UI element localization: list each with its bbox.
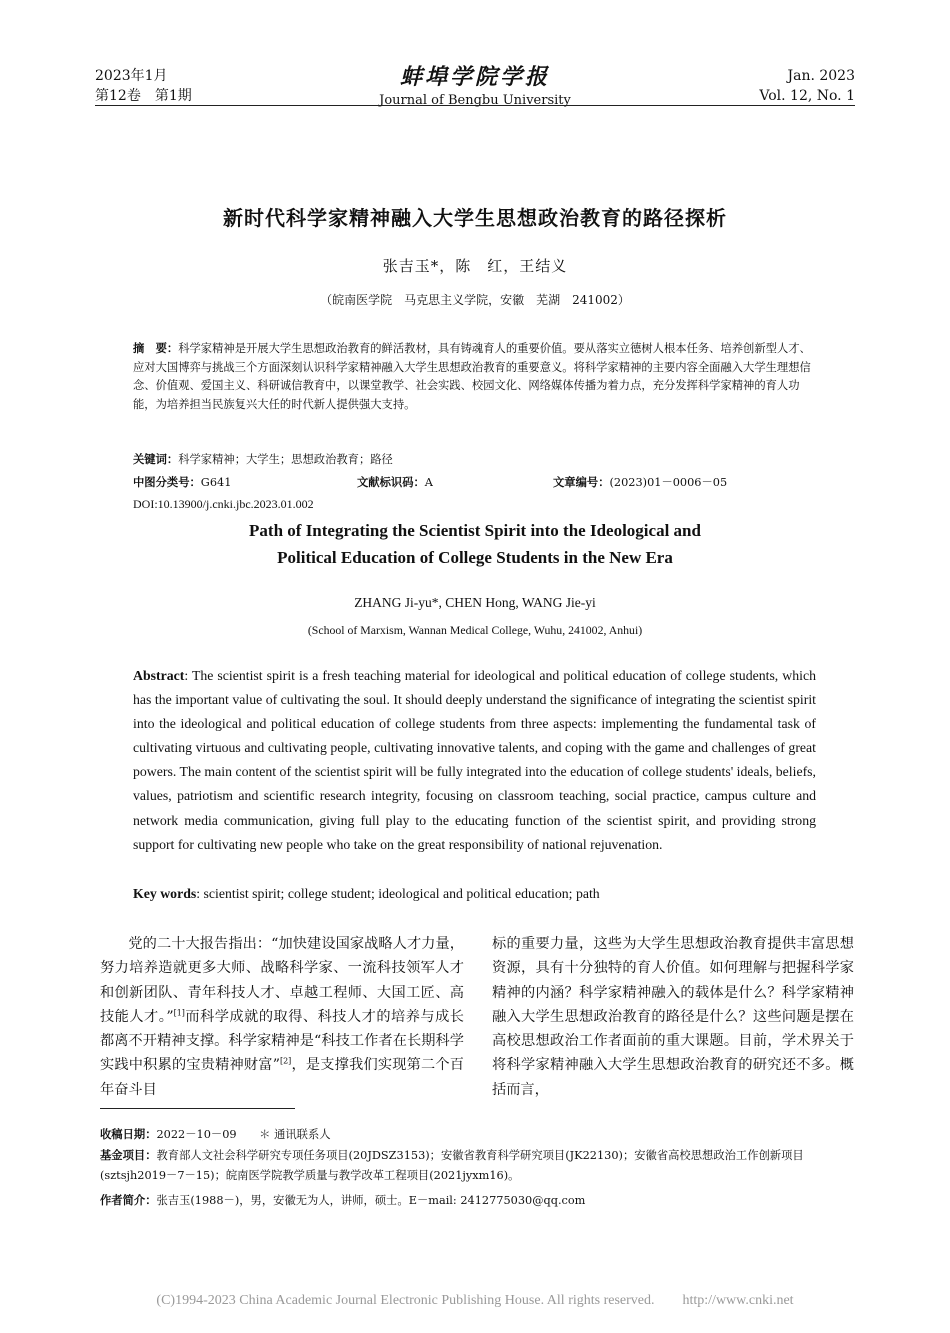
- abstract-en: [133, 664, 816, 857]
- issue-date-cn: 2023年1月: [95, 68, 168, 84]
- copyright-footer: (C)1994-2023 China Academic Journal Electronic Publishing House. All rights reserved. http://www.cnki.net: [156, 1293, 794, 1308]
- footnote-received: [100, 1125, 855, 1145]
- abstract-cn-text: 科学家精神是开展大学生思想政治教育的鲜活教材，具有铸魂育人的重要价值。要从落实立德树人根本任务、培养创新型人才、应对大国博弈与挑战三个方面深刻认识科学家精神融入大学生思想政治教育的重要意义。将科学家精神的主要内容全面融入大学生理想信念、价值观、爱国主义、科研诚信教育中，以课堂教学、社会实践、校园文化、网络媒体传播为着力点，充分发挥科学家精神的育人功能，为培养担当民族复兴大任的时代新人提供强大支持。: [133, 342, 811, 411]
- doi[interactable]: DOI:10.13900/j.cnki.jbc.2023.01.002: [133, 497, 314, 511]
- clc-number: [133, 474, 231, 490]
- article-title-en-line-1: Path of Integrating the Scientist Spirit into the Ideological and: [249, 521, 701, 540]
- keywords-cn: [133, 451, 393, 467]
- article-title-en-line-2: Political Education of College Students in the New Era: [277, 548, 673, 567]
- authors-en: ZHANG Ji-yu*, CHEN Hong, WANG Jie-yi: [354, 595, 596, 610]
- abstract-en-text: : The scientist spirit is a fresh teaching material for ideological and political education of college students, which has the important value of cultivating the soul. It should deeply understand the significance of integrating the scientist spirit into the ideological and political education of college students from three aspects: implementing the fundamental task of cultivating virtuous and cultivating people, cultivating innovative talents, and coping with the game and challenges of great powers. The main content of the scientist spirit will be fully integrated into the education of college students' ideals, beliefs, values, patriotism and scientific research integrity, focusing on classroom teaching, social practice, campus culture and network media communication, giving full play to the educating function of the scientist spirit, and providing strong support for cultivating new people who take on the great responsibility of national rejuvenation.: [133, 668, 816, 852]
- received-text: 2022－10－09 ＊ 通讯联系人: [156, 1128, 331, 1141]
- author-bio-label: 作者简介：: [100, 1194, 157, 1207]
- issue-volume-cn: 第12卷 第1期: [95, 88, 192, 104]
- article-number: [553, 474, 727, 490]
- article-title-en: [0, 517, 950, 571]
- article-number-label: 文章编号：: [553, 476, 610, 489]
- keywords-cn-label: 关键词：: [133, 453, 179, 466]
- header-rule: [95, 105, 855, 106]
- journal-title-cn: 蚌埠学院学报: [399, 65, 550, 90]
- footnote-funding: [100, 1146, 855, 1186]
- abstract-cn: [133, 340, 818, 414]
- clc-value: G641: [200, 476, 232, 489]
- article-number-value: (2023)01－0006－05: [609, 476, 728, 489]
- body-column-left: [100, 932, 464, 1102]
- citation-2[interactable]: [2]: [279, 1056, 292, 1066]
- issue-date-en: Jan. 2023: [787, 68, 855, 84]
- affiliation-cn: （皖南医学院 马克思主义学院，安徽 芜湖 241002）: [320, 293, 630, 307]
- issue-volume-en: Vol. 12, No. 1: [759, 88, 855, 104]
- body-column-right: 标的重要力量，这些为大学生思想政治教育提供丰富思想资源，具有十分独特的育人价值。如何理解与把握科学家精神的内涵？科学家精神融入的载体是什么？科学家精神融入大学生思想政治教育的路径是什么？这些问题是摆在高校思想政治工作者面前的重大课题。目前，学术界关于将科学家精神融入大学生思想政治教育的研究还不多。概括而言，: [492, 936, 854, 1098]
- footnote-author-bio: [100, 1191, 855, 1211]
- received-label: 收稿日期：: [100, 1128, 157, 1141]
- keywords-en-text: : scientist spirit; college student; ideological and political education; path: [196, 886, 600, 901]
- keywords-en-label: Key words: [133, 886, 197, 901]
- abstract-cn-label: 摘 要：: [133, 342, 179, 355]
- body-left-part-2: 而科学成就的取得、科技人才的培养与成长都离不开精神支撑。科学家精神是“科技工作者在长期科学实践中积累的宝贵精神财富”: [100, 1008, 464, 1074]
- keywords-cn-text: 科学家精神；大学生；思想政治教育；路径: [178, 453, 393, 466]
- body-left-part-3: ，是支撑我们实现第二个百年奋斗目: [100, 1057, 464, 1098]
- article-title-cn: 新时代科学家精神融入大学生思想政治教育的路径探析: [223, 206, 727, 230]
- author-bio-text: 张吉玉(1988－)，男，安徽无为人，讲师，硕士。E－mail: 2412775030@qq.com: [156, 1194, 586, 1207]
- citation-1[interactable]: [1]: [173, 1008, 185, 1018]
- document-code: [357, 474, 433, 490]
- doc-code-label: 文献标识码：: [357, 476, 425, 489]
- journal-title-en: Journal of Bengbu University: [379, 93, 571, 108]
- issue-info-en: [759, 66, 855, 106]
- funding-text: 教育部人文社会科学研究专项任务项目(20JDSZ3153)；安徽省教育科学研究项目(JK22130)；安徽省高校思想政治工作创新项目(sztsjh2019－7－15)；皖南医学院教学质量与教学改革工程项目(2021jyxm16)。: [100, 1149, 804, 1182]
- funding-label: 基金项目：: [100, 1149, 157, 1162]
- footnote-rule: [100, 1108, 295, 1109]
- keywords-en: [133, 886, 600, 902]
- abstract-en-label: Abstract: [133, 668, 185, 683]
- authors-cn: 张吉玉*，陈 红，王结义: [382, 257, 568, 275]
- clc-label: 中图分类号：: [133, 476, 201, 489]
- doc-code-value: A: [424, 476, 433, 489]
- affiliation-en: (School of Marxism, Wannan Medical College, Wuhu, 241002, Anhui): [307, 623, 643, 637]
- body-left-part-1: 党的二十大报告指出：“加快建设国家战略人才力量，努力培养造就更多大师、战略科学家、一流科技领军人才和创新团队、青年科技人才、卓越工程师、大国工匠、高技能人才。”: [100, 936, 464, 1025]
